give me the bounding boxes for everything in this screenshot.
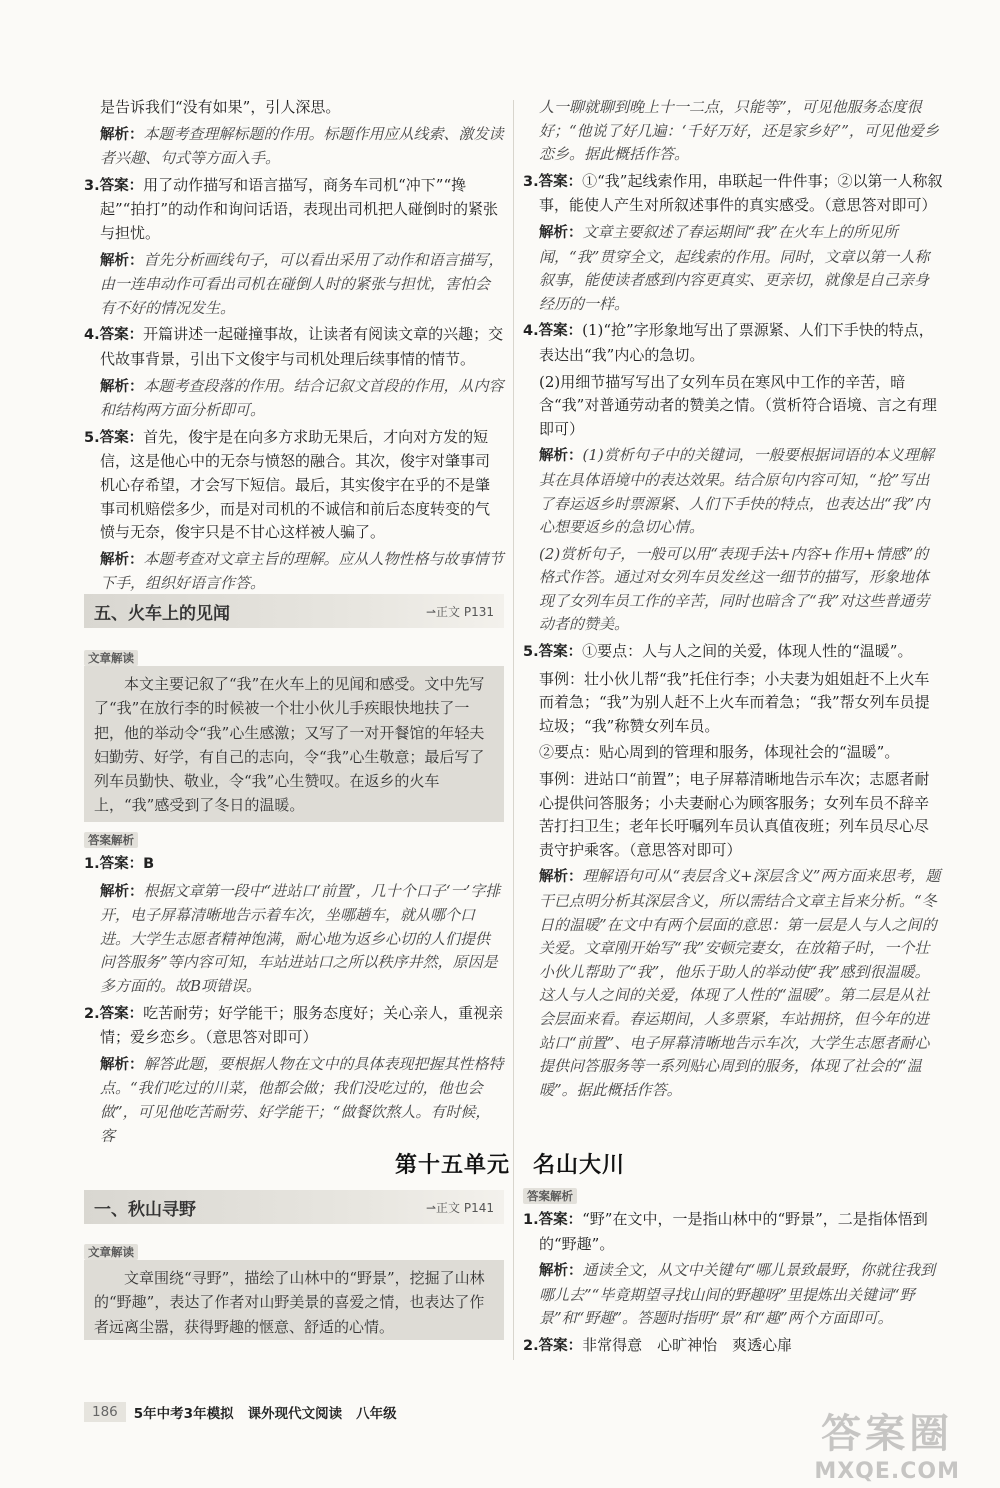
page-reference: ⇀正文 P131 [425, 604, 494, 619]
answer-analysis-tag: 答案解析 [523, 1188, 577, 1204]
answer-text: (1)“抢”字形象地写出了票源紧、人们下手快的特点，表达出“我”内心的急切。 [539, 321, 934, 364]
right-column [523, 96, 943, 1105]
grade-label: 八年级 [356, 1406, 397, 1422]
explanation-text: (2)赏析句子，一般可以用“表现手法+内容+作用+情感”的格式作答。通过对女列车员发丝这一细节的描写，形象地体现了女列车员工作的辛苦，同时也暗含了“我”对这些普通劳动者的赞美。 [539, 544, 930, 634]
article-analysis-tag: 文章解读 [84, 650, 138, 666]
answer-text: “野”在文中，一是指山林中的“野景”，二是指体悟到的“野趣”。 [539, 1210, 928, 1253]
question-number: 2. [84, 1005, 100, 1022]
answer-label: 答案： [99, 177, 144, 194]
question-number: 1. [523, 1212, 539, 1228]
answer-text: ①要点：人与人之间的关爱，体现人性的“温暖”。 [582, 642, 913, 661]
answer-text: 首先，俊宇是在向多方求助无果后，才向对方发的短信，这是他心中的无奈与愤怒的融合。其次，俊宇对肇事司机心存希望，才会写下短信。最后，其实俊宇在乎的不是肇事司机赔偿多少，而是对司机的不诚信和前后态度转变的气愤与无奈，俊宇只是不甘心这样被人骗了。 [100, 427, 491, 542]
page-footer [84, 1398, 411, 1426]
watermark-url: MXQE.COM [814, 1459, 960, 1484]
section-title: 一、秋山寻野 [94, 1199, 196, 1220]
explanation-text: 人一聊就聊到晚上十一二点，只能等”，可见他服务态度很好；“他说了好几遍：‘千好万好，还是家乡好’”，可见他爱乡恋乡。据此概括作答。 [539, 98, 939, 164]
explanation-label: 解析： [539, 1263, 583, 1280]
page-number: 186 [84, 1402, 126, 1422]
answer-item [84, 174, 504, 246]
answer-label: 答案： [538, 173, 583, 190]
explanation-label: 解析： [539, 869, 583, 886]
answer-label: 答案： [538, 1212, 583, 1228]
section-header [84, 1190, 504, 1224]
book-title: 5年中考3年模拟 [133, 1406, 234, 1422]
section-title: 五、火车上的见闻 [94, 603, 230, 624]
watermark-logo [814, 1402, 960, 1484]
explanation-label: 解析： [100, 252, 144, 269]
explanation [84, 375, 504, 423]
question-number: 5. [84, 429, 100, 446]
explanation-text: (1)赏析句子中的关键词，一般要根据词语的本义理解其在具体语境中的表达效果。结合原句内容可知，“抢”写出了春运返乡时票源紧、人们下手快的特点，也表达出“我”内心想要返乡的急切心情。 [539, 446, 934, 537]
answer-text: ①“我”起线索作用，串联起一件件事；②以第一人称叙事，能使人产生对所叙述事件的真实感受。（意思答对即可） [539, 171, 943, 215]
answer-label: 答案： [99, 429, 144, 446]
answer-text: 吃苦耐劳；好学能干；服务态度好；关心亲人，重视亲情；爱乡恋乡。（意思答对即可） [100, 1003, 504, 1047]
explanation-label: 解析： [100, 883, 144, 900]
answer-item [523, 319, 943, 367]
answer-item [523, 1208, 943, 1256]
answer-text: 用了动作描写和语言描写，商务车司机“冲下”“搀起”“拍打”的动作和询问话语，表现出司机把人碰倒时的紧张与担忧。 [100, 175, 499, 242]
explanation-text: 理解语句可从“表层含义+深层含义”两方面来思考，题干已点明分析其深层含义，所以需结合文章主旨来分析。“冬日的温暖”在文中有两个层面的意思：第一层是人与人之间的关爱。文章刚开始写“我”安顿完妻女，在放箱子时，一个壮小伙儿帮助了“我”，他乐于助人的举动使“我”感到很温暖。这人与人之间的关爱，体现了人性的“温暖”。第二层是从社会层面来看。春运期间，人多票紧，车站拥挤，但今年的进站口“前置”、电子屏幕清晰地告示车次，大学生志愿者耐心提供问答服务等一系列贴心周到的服务，体现了社会的“温暖”。据此概括作答。 [539, 867, 941, 1099]
explanation-label: 解析： [539, 448, 583, 465]
left-column [84, 96, 504, 599]
section5-answers [84, 852, 504, 1151]
answer-text: 事例：进站口“前置”；电子屏幕清晰地告示车次；志愿者耐心提供问答服务；小夫妻耐心为顾客服务；女列车员不辞辛苦打扫卫生；老年长吁嘱列车员认真值夜班；列车员尽心尽责守护乘客。（意思答对即可） [539, 770, 930, 859]
explanation-text: 解答此题，要根据人物在文中的具体表现把握其性格特点。“我们吃过的川菜，他都会做；我们没吃过的，他也会做”，可见他吃苦耐劳、好学能干；“做餐饮熬人。有时候，客 [100, 1054, 504, 1145]
explanation [523, 1259, 943, 1331]
explanation [84, 123, 504, 171]
book-series: 课外现代文阅读 [247, 1406, 343, 1422]
answer-item [84, 426, 504, 545]
question-number: 4. [84, 327, 100, 344]
explanation-text: 本题考查对文章主旨的理解。应从人物性格与故事情节下手，组织好语言作答。 [100, 549, 504, 593]
answer-label: 答案： [99, 856, 144, 872]
explanation-text: 通读全文，从文中关键句“哪儿景致最野，你就往我到哪儿去”“毕竟期望寻找山间的野趣呀”里提炼出关键词“野景”和“野趣”。答题时指明“景”和“趣”两个方面即可。 [539, 1261, 936, 1328]
answer-item [84, 323, 504, 371]
answer-text: ②要点：贴心周到的管理和服务，体现社会的“温暖”。 [539, 743, 900, 762]
explanation [84, 880, 504, 999]
question-number: 3. [84, 177, 100, 194]
unit-title: 第十五单元 名山大川 [394, 1153, 625, 1178]
question-number: 4. [523, 323, 539, 340]
explanation-label: 解析： [100, 378, 144, 395]
explanation-label: 解析： [100, 551, 144, 568]
section-header [84, 594, 504, 628]
answer-label: 答案： [99, 1005, 144, 1022]
question-number: 2. [523, 1337, 539, 1354]
question-number: 5. [523, 644, 539, 661]
article-summary-box [84, 1260, 504, 1340]
explanation-label: 解析： [539, 224, 583, 241]
paragraph: 是告诉我们“没有如果”，引人深思。 [100, 98, 341, 116]
section1-answers [523, 1208, 943, 1362]
answer-item [523, 1334, 943, 1359]
summary-text: 本文主要记叙了“我”在火车上的见闻和感受。文中先写了“我”在放行李的时候被一个壮小伙儿手疾眼快地扶了一把，他的举动令“我”心生感激；又写了一对开餐馆的年轻夫妇勤劳、好学，有自己的志向，令“我”心生敬意；最后写了列车员勤快、敬业，令“我”心生赞叹。在返乡的火车上，“我”感受到了冬日的温暖。 [94, 675, 485, 815]
explanation [523, 543, 943, 637]
question-number: 1. [84, 856, 100, 872]
answer-text: 非常得意 心旷神怡 爽透心扉 [582, 1335, 793, 1354]
article-summary-box [84, 666, 504, 822]
summary-text: 文章围绕“寻野”，描绘了山林中的“野景”，挖掘了山林的“野趣”，表达了作者对山野美景的喜爱之情，也表达了作者远离尘嚣，获得野趣的惬意、舒适的心情。 [94, 1269, 485, 1336]
explanation [84, 249, 504, 321]
explanation [523, 444, 943, 539]
answer-item [523, 640, 943, 665]
explanation-text: 本题考查段落的作用。结合记叙文首段的作用，从内容和结构两方面分析即可。 [100, 376, 504, 420]
page-reference: ⇀正文 P141 [425, 1200, 494, 1215]
answer-label: 答案： [99, 327, 144, 344]
paragraph [523, 96, 943, 167]
answer-text: (2)用细节描写写出了女列车员在寒风中工作的辛苦，暗含“我”对普通劳动者的赞美之情。（赏析符合语境、言之有理即可） [539, 372, 937, 438]
explanation [523, 865, 943, 1102]
answer-label: 答案： [538, 644, 583, 661]
answer-label: 答案： [538, 1337, 583, 1354]
explanation-text: 文章主要叙述了春运期间“我”在火车上的所见所闻，“我”贯穿全文，起线索的作用。同时，文章以第一人称叙事，能使读者感到内容更真实、更亲切，就像是自己亲身经历的一样。 [539, 222, 930, 313]
explanation-label: 解析： [100, 126, 144, 143]
explanation-label: 解析： [100, 1056, 144, 1073]
answer-analysis-tag: 答案解析 [84, 832, 138, 848]
answer-text: B [143, 856, 155, 872]
explanation [84, 1053, 504, 1148]
watermark-text: 答案圈 [821, 1411, 954, 1457]
answer-item [523, 170, 943, 218]
question-number: 3. [523, 173, 539, 190]
explanation-text: 根据文章第一段中“进站口‘前置’，几十个口子‘一’字排开，电子屏幕清晰地告示着车次，坐哪趟车，就从哪个口进。大学生志愿者精神饱满，耐心地为返乡心切的人们提供问答服务”等内容可知，车站进站口之所以秩序井然，原因是多方面的。故B项错误。 [100, 881, 501, 995]
answer-text: 事例：壮小伙儿帮“我”托住行李；小夫妻为姐姐赶不上火车而着急；“我”为别人赶不上火车而着急；“我”帮女列车员提垃圾；“我”称赞女列车员。 [539, 669, 930, 735]
explanation [523, 221, 943, 316]
answer-text: 开篇讲述一起碰撞事故，让读者有阅读文章的兴趣；交代故事背景，引出下文俊宇与司机处理后续事情的情节。 [100, 325, 504, 368]
answer-item [84, 1002, 504, 1050]
answer-label: 答案： [538, 323, 583, 340]
explanation-text: 本题考查理解标题的作用。标题作用应从线索、激发读者兴趣、句式等方面入手。 [100, 124, 504, 168]
explanation [84, 548, 504, 596]
article-analysis-tag: 文章解读 [84, 1244, 138, 1260]
answer-item [84, 852, 504, 877]
explanation-text: 首先分析画线句子，可以看出采用了动作和语言描写，由一连串动作可看出司机在碰倒人时的紧张与担忧，害怕会有不好的情况发生。 [100, 250, 504, 317]
